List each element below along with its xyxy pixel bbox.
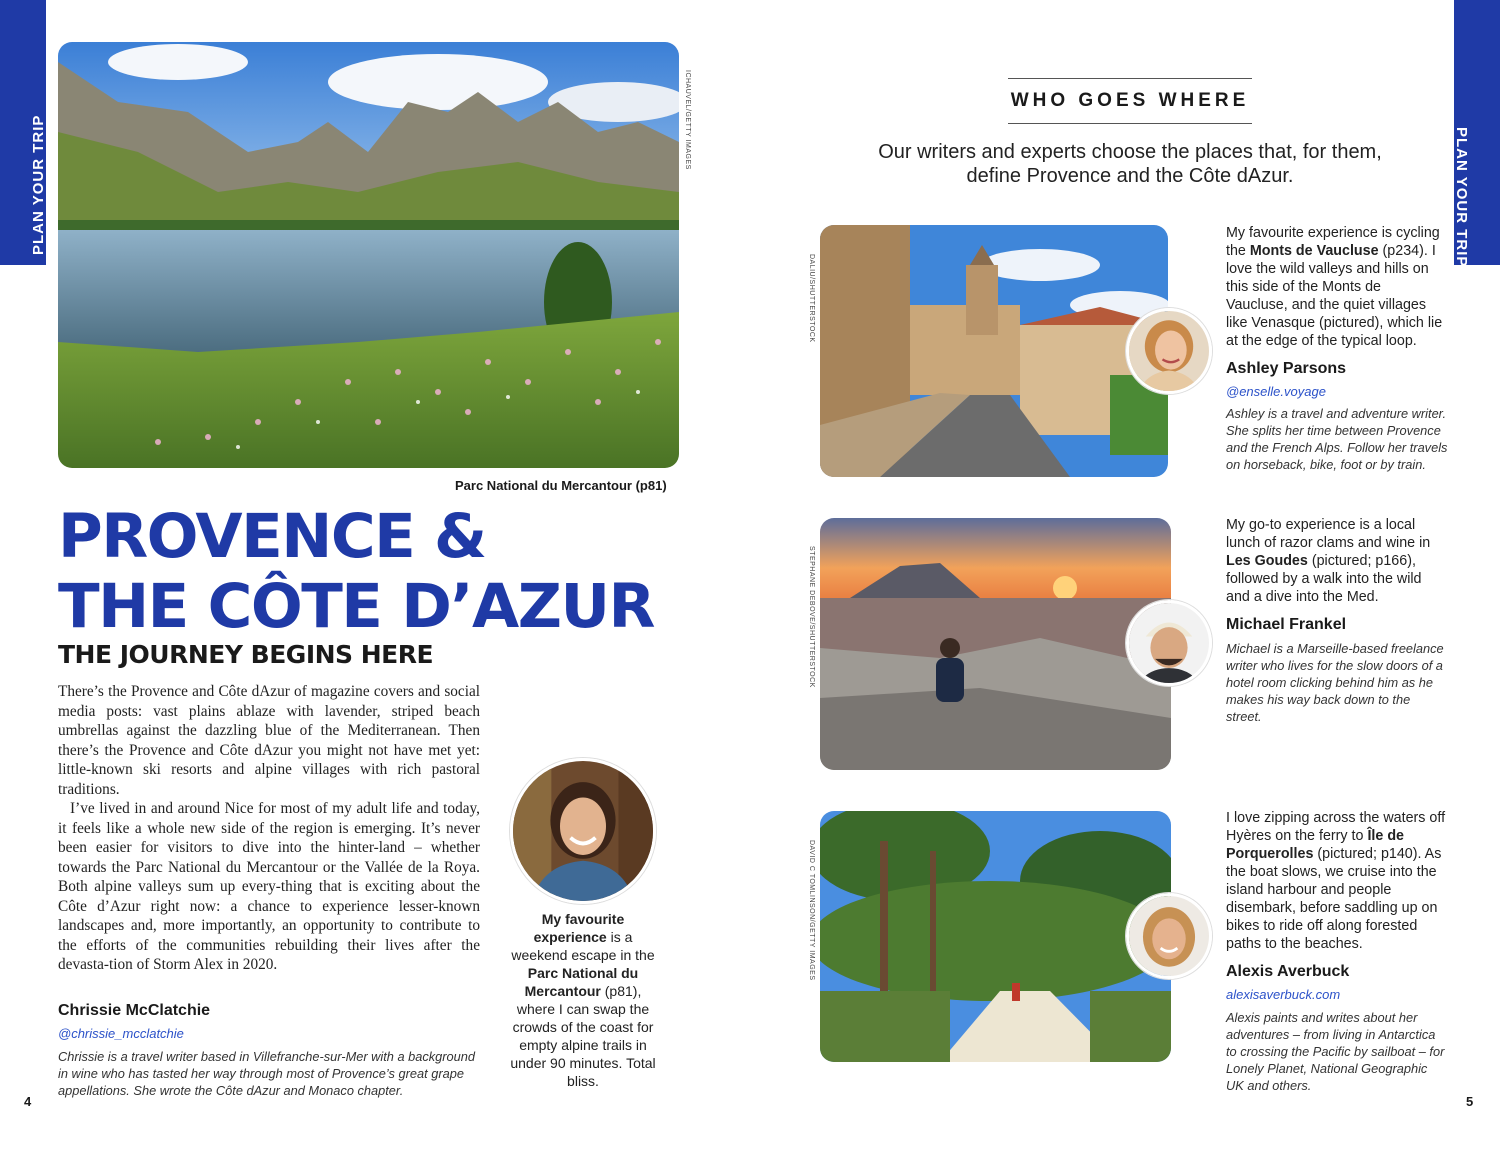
main-author-bio: Chrissie is a travel writer based in Villefranche-sur-Mer with a background in wine who has tasted her way through most of Provence’s great grape appellations. She wrote the Côte dAzur and Monaco chapter. xyxy=(58,1049,476,1098)
expert-photo-porquerolles xyxy=(820,811,1171,1062)
page-title xyxy=(58,502,654,642)
body-paragraph: There’s the Provence and Côte dAzur of magazine covers and social media posts: vast plains ablaze with lavender, striped beach umbrellas against the dazzling blue of the Mediterranean. Then there’s the Provence and Côte dAzur you might not have met yet: little-known ski resorts and alpine villages with rich pastoral traditions. xyxy=(58,683,480,798)
expert-avatar-michael xyxy=(1126,600,1212,686)
expert-text-part: (pictured; p140). As the boat slows, we cruise into the island harbour and people disembark, before saddling up on bikes to ride off along forested paths to the beaches. xyxy=(1226,846,1442,952)
expert-text-part: My favourite experience is cycling the xyxy=(1226,225,1440,259)
expert-text xyxy=(1226,224,1446,350)
photo-credit: DAVID C TOMLINSON/GETTY IMAGES xyxy=(808,840,815,981)
hero-caption: Parc National du Mercantour (p81) xyxy=(455,478,667,493)
expert-place: Les Goudes xyxy=(1226,553,1308,569)
side-tab-left xyxy=(0,0,46,265)
expert-handle[interactable]: alexisaverbuck.com xyxy=(1226,987,1341,1002)
hero-photo-mercantour xyxy=(58,42,679,468)
intro-body xyxy=(58,682,480,975)
title-line-1: PROVENCE & xyxy=(58,501,486,572)
expert-bio: Michael is a Marseille-based freelance writer who lives for the slow doors of a hotel room clicking behind him as he makes his way back down to the street. xyxy=(1226,641,1444,724)
side-tab-label: PLAN YOUR TRIP xyxy=(30,114,47,255)
expert-text xyxy=(1226,516,1446,606)
photo-credit: DALIU/SHUTTERSTOCK xyxy=(808,254,815,343)
fav-text: is a weekend escape in the xyxy=(511,929,655,963)
page-number-right: 5 xyxy=(1466,1094,1474,1109)
fav-text: (p81), where I can swap the crowds of the coast for empty alpine trails in under 90 minutes. Total bliss. xyxy=(510,983,656,1089)
expert-avatar-ashley xyxy=(1126,308,1212,394)
side-tab-right xyxy=(1453,0,1500,268)
expert-avatar-alexis xyxy=(1126,893,1212,979)
expert-place: Monts de Vaucluse xyxy=(1249,243,1379,259)
fav-bold: My favourite xyxy=(541,911,625,927)
photo-credit: ICHAUVEL/GETTY IMAGES xyxy=(684,70,691,170)
section-heading: WHO GOES WHERE xyxy=(1008,78,1252,124)
section-intro: Our writers and experts choose the places that, for them, define Provence and the Côte dAzur. xyxy=(878,141,1382,187)
expert-bio: Alexis paints and writes about her adventures – from living in Antarctica to crossing the Pacific by sailboat – for Lonely Planet, National Geographic UK and others. xyxy=(1226,1010,1445,1093)
main-author-avatar xyxy=(510,758,656,904)
main-author-handle[interactable]: @chrissie_mcclatchie xyxy=(58,1026,184,1041)
expert-bio: Ashley is a travel and adventure writer. She splits her time between Provence and the French Alps. Follow her travels on horseback, bike, foot or by train. xyxy=(1226,406,1448,472)
expert-name: Michael Frankel xyxy=(1226,616,1347,633)
body-paragraph: I’ve lived in and around Nice for most of my adult life and today, it feels like a whole new side of the region is emerging. It’s never been easier for visitors to dive into the hinter-land – whether towards the Parc National du Mercantour or the Vallée de la Roya. Both alpine valleys sum up every-thing that is exciting about the Côte d’Azur right now: a chance to experience lesser-known landscapes and, more importantly, an opportunity to contribute to the efforts of the communities rebuilding their lives after the devasta-tion of Storm Alex in 2020. xyxy=(58,800,480,973)
title-line-2: THE CÔTE D’AZUR xyxy=(58,571,654,642)
page-number-left: 4 xyxy=(24,1094,32,1109)
main-author-name: Chrissie McClatchie xyxy=(58,1002,211,1019)
favourite-experience xyxy=(508,910,658,1090)
expert-photo-les-goudes xyxy=(820,518,1171,770)
expert-name: Ashley Parsons xyxy=(1226,360,1347,377)
expert-text-part: (pictured; p166), followed by a walk into the wild and a dive into the Med. xyxy=(1226,553,1422,605)
expert-name: Alexis Averbuck xyxy=(1226,963,1350,980)
expert-handle[interactable]: @enselle.voyage xyxy=(1226,384,1326,399)
fav-place: Parc National du Mercantour xyxy=(524,965,639,999)
fav-bold: experience xyxy=(533,929,607,945)
page-subtitle: THE JOURNEY BEGINS HERE xyxy=(58,640,434,669)
expert-text-part: My go-to experience is a local lunch of razor clams and wine in xyxy=(1226,517,1431,551)
photo-credit: STEPHANE DEBOVE/SHUTTERSTOCK xyxy=(808,546,815,688)
expert-text-part: (p234). I love the wild valleys and hills on this side of the Monts de Vaucluse, and the quiet villages like Venasque (pictured), which lie at the edge of the typical loop. xyxy=(1226,243,1443,349)
expert-text-part: I love zipping across the waters off Hyères on the ferry to xyxy=(1226,810,1446,844)
expert-place: Île de Porquerolles xyxy=(1226,828,1405,862)
expert-photo-venasque xyxy=(820,225,1168,477)
expert-text xyxy=(1226,809,1446,953)
side-tab-label: PLAN YOUR TRIP xyxy=(1453,127,1470,268)
